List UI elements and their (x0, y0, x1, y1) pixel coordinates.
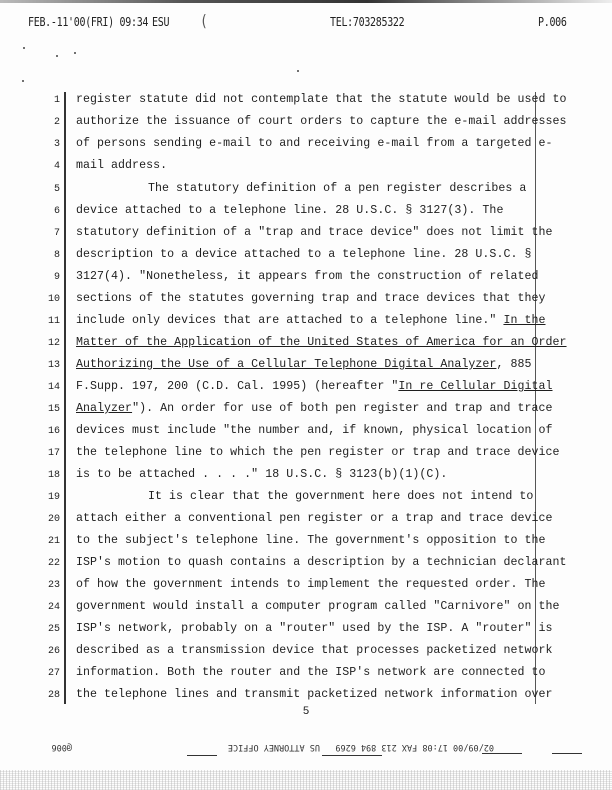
fax-header-date-time: FEB.-11'00(FRI) 09:34 (28, 16, 149, 30)
document-line (0, 511, 612, 531)
case-short-name-underlined: In re Cellular Digital (398, 380, 553, 393)
line-number: 10 (47, 294, 60, 305)
footer-rule (187, 755, 217, 756)
document-line (0, 247, 612, 267)
scan-speck (22, 80, 24, 82)
footer-rule (322, 755, 382, 756)
line-number: 13 (47, 360, 60, 371)
document-line (0, 335, 612, 355)
case-citation-underlined: In the (503, 314, 546, 327)
line-text: 3127(4). "Nonetheless, it appears from the construction of related (76, 270, 539, 283)
line-text: devices must include "the number and, if known, physical location of (76, 424, 553, 437)
document-line (0, 114, 612, 134)
document-line (0, 423, 612, 443)
line-text: statutory definition of a "trap and trace device" does not limit the (76, 226, 553, 239)
line-number: 20 (47, 514, 60, 525)
line-text-plain: F.Supp. 197, 200 (C.D. Cal. 1995) (hereafter " (76, 380, 399, 393)
document-line (0, 577, 612, 597)
line-number: 4 (53, 161, 60, 172)
footer-rule (482, 753, 522, 754)
document-line (0, 401, 612, 421)
line-number: 6 (53, 206, 60, 217)
line-number: 16 (47, 426, 60, 437)
line-text: device attached to a telephone line. 28 U.S.C. § 3127(3). The (76, 204, 504, 217)
line-text: ISP's motion to quash contains a description by a technician declarant (76, 556, 567, 569)
line-text: mail address. (76, 159, 168, 172)
document-line (0, 599, 612, 619)
line-number: 9 (53, 272, 60, 283)
fax-header-tel: TEL:703285322 (330, 16, 405, 30)
document-line (0, 158, 612, 178)
line-text: sections of the statutes governing trap and trace devices that they (76, 292, 546, 305)
line-text: to the subject's telephone line. The government's opposition to the (76, 534, 546, 547)
line-number: 1 (53, 95, 60, 106)
line-number: 28 (47, 690, 60, 701)
line-text-plain: include only devices that are attached to a telephone line." (76, 314, 504, 327)
line-number: 5 (53, 184, 60, 195)
line-text: information. Both the router and the ISP's network are connected to (76, 666, 546, 679)
case-citation-underlined: Matter of the Application of the United States of America for an Order (76, 336, 567, 349)
line-text: described as a transmission device that processes packetized network (76, 644, 553, 657)
document-line (0, 445, 612, 465)
fax-footer-office: US ATTORNEY OFFICE (227, 742, 320, 752)
line-text: government would install a computer program called "Carnivore" on the (76, 600, 560, 613)
document-line (0, 203, 612, 223)
fax-footer-inverted (0, 736, 612, 756)
footer-rule (552, 753, 582, 754)
line-text: It is clear that the government here does not intend to (148, 490, 534, 503)
line-number: 12 (47, 338, 60, 349)
scan-speck (23, 47, 25, 49)
document-line (0, 136, 612, 156)
page-number: 5 (302, 706, 310, 718)
line-number: 3 (53, 139, 60, 150)
line-number: 15 (47, 404, 60, 415)
fax-header-page: P.006 (538, 16, 567, 30)
case-short-name-underlined: Analyzer (76, 402, 133, 415)
line-text: register statute did not contemplate that the statute would be used to (76, 93, 567, 106)
line-number: 22 (47, 558, 60, 569)
fax-footer-page: @006 (51, 742, 72, 752)
line-number: 27 (47, 668, 60, 679)
scan-speck (74, 52, 76, 54)
document-line (0, 665, 612, 685)
line-text-plain: "). An order for use of both pen register and trap and trace (132, 402, 553, 415)
line-text: authorize the issuance of court orders to capture the e-mail addresses (76, 115, 567, 128)
line-number: 18 (47, 470, 60, 481)
line-number: 14 (47, 382, 60, 393)
document-line (0, 555, 612, 575)
document-line (0, 313, 612, 333)
line-number: 8 (53, 250, 60, 261)
scan-noise-band (0, 770, 612, 790)
document-line (0, 621, 612, 641)
line-number: 26 (47, 646, 60, 657)
document-line (0, 687, 612, 707)
document-line (0, 181, 612, 201)
case-citation-underlined: Authorizing the Use of a Cellular Telephone Digital Analyzer (76, 358, 497, 371)
fax-header-sender-id: ESU (152, 16, 170, 30)
line-text (76, 380, 553, 393)
line-text-plain: , 885 (496, 358, 532, 371)
line-text: The statutory definition of a pen register describes a (148, 182, 527, 195)
scan-top-edge (0, 0, 612, 3)
document-line (0, 269, 612, 289)
line-number: 11 (47, 316, 60, 327)
line-number: 24 (47, 602, 60, 613)
scan-speck (297, 70, 299, 72)
line-number: 19 (47, 492, 60, 503)
line-number: 21 (47, 536, 60, 547)
document-line (0, 291, 612, 311)
fax-footer-date-time: 02/09/00 17:08 FAX 213 894 6269 (335, 742, 494, 752)
fax-header (0, 12, 612, 36)
document-line (0, 225, 612, 245)
line-text: of persons sending e-mail to and receiving e-mail from a targeted e- (76, 137, 553, 150)
line-text: of how the government intends to implement the requested order. The (76, 578, 546, 591)
document-line (0, 467, 612, 487)
line-number: 7 (53, 228, 60, 239)
document-line (0, 489, 612, 509)
line-text: the telephone lines and transmit packetized network information over (76, 688, 553, 701)
line-text (76, 314, 546, 327)
document-line (0, 533, 612, 553)
document-line (0, 92, 612, 112)
document-line (0, 643, 612, 663)
line-number: 17 (47, 448, 60, 459)
scan-mark: ( (200, 12, 208, 31)
line-number: 2 (53, 117, 60, 128)
line-text: attach either a conventional pen register or a trap and trace device (76, 512, 553, 525)
line-text: ISP's network, probably on a "router" used by the ISP. A "router" is (76, 622, 553, 635)
document-line (0, 357, 612, 377)
line-text (76, 402, 553, 415)
document-line (0, 379, 612, 399)
scan-speck (56, 55, 58, 57)
line-text: description to a device attached to a telephone line. 28 U.S.C. § (76, 248, 532, 261)
line-number: 23 (47, 580, 60, 591)
line-text (76, 358, 532, 371)
line-number: 25 (47, 624, 60, 635)
line-text: is to be attached . . . ." 18 U.S.C. § 3123(b)(1)(C). (76, 468, 448, 481)
line-text: the telephone line to which the pen register or trap and trace device (76, 446, 560, 459)
